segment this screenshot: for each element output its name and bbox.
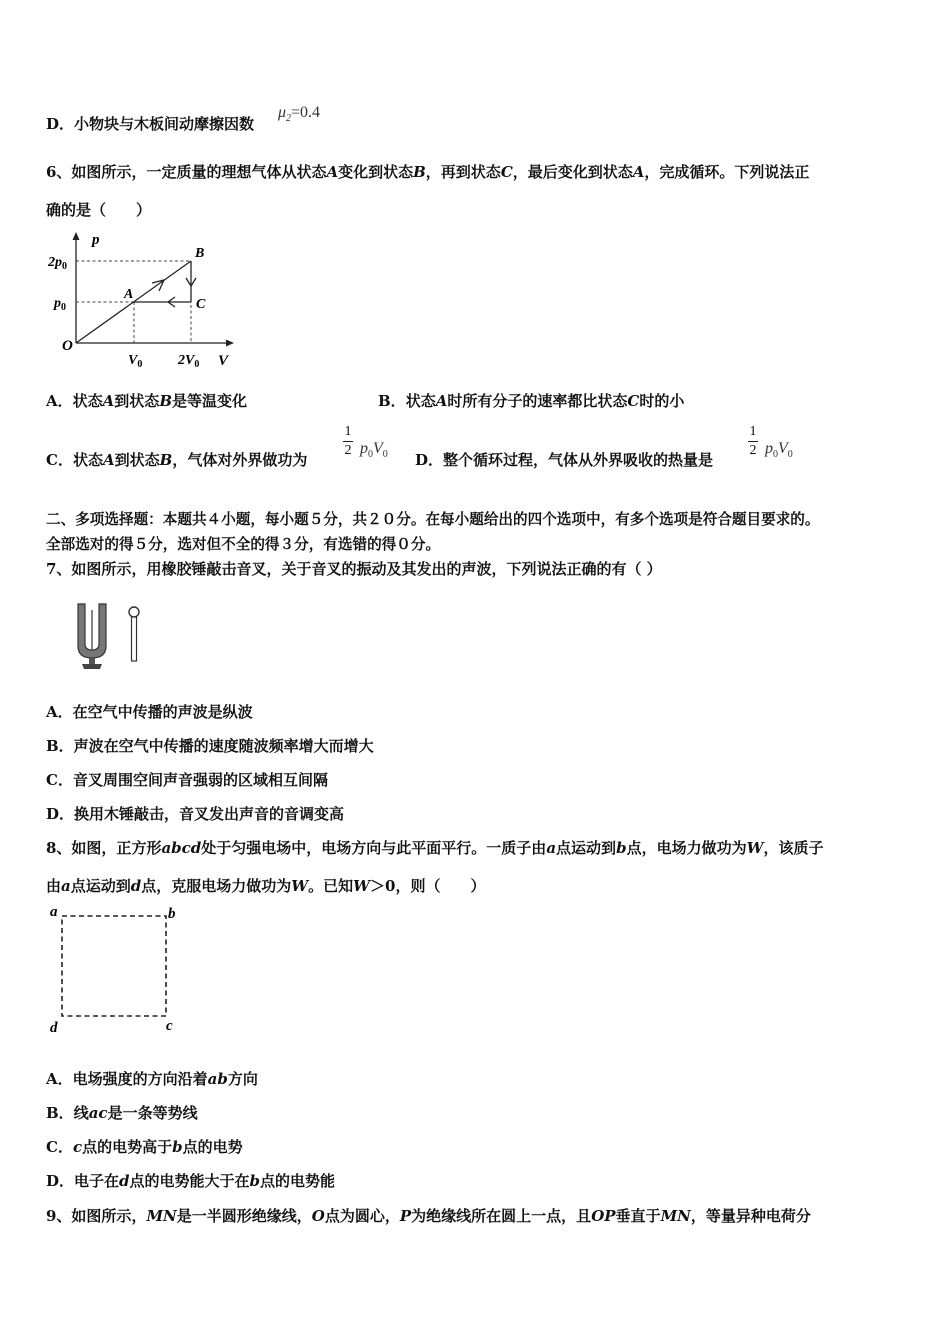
option-text: 小物块与木板间动摩擦因数 bbox=[74, 115, 255, 133]
section2-heading-line2: 全部选对的得５分，选对但不全的得３分，有选错的得０分。 bbox=[46, 536, 441, 553]
sub0: 0 bbox=[382, 449, 388, 461]
text: 点为圆心， bbox=[324, 1207, 400, 1225]
v-symbol: V bbox=[778, 440, 788, 457]
point-c-label: C bbox=[196, 297, 206, 312]
p-axis-arrow-icon bbox=[73, 232, 80, 240]
text: 点的电势能大于在 bbox=[129, 1172, 250, 1190]
v-axis-arrow-icon bbox=[226, 340, 234, 347]
q8-option-a bbox=[46, 1069, 258, 1089]
v-symbol: V bbox=[373, 440, 383, 457]
var-A: A bbox=[435, 392, 448, 410]
text: 状态 bbox=[405, 392, 436, 410]
var-W: W bbox=[353, 877, 371, 895]
denominator: 2 bbox=[749, 443, 757, 458]
section2-heading-line1: 二、多项选择题：本题共４小题，每小题５分，共２０分。在每小题给出的四个选项中，有多个选项是符合题目要求的。 bbox=[46, 511, 820, 528]
var-A: A bbox=[632, 163, 645, 181]
option-label: A． bbox=[46, 1070, 73, 1088]
var-B: B bbox=[159, 392, 172, 410]
tick-p0: $p_0$ bbox=[54, 296, 66, 313]
text: 点，电场力做功为 bbox=[626, 839, 747, 857]
q8-stem-line2 bbox=[46, 876, 485, 896]
tuning-fork-icon bbox=[78, 604, 106, 669]
q7-option-d: D．换用木锤敲击，音叉发出声音的音调变高 bbox=[46, 805, 345, 823]
var-C: C bbox=[627, 392, 640, 410]
var-d: d bbox=[130, 877, 142, 895]
text: 到状态 bbox=[114, 451, 160, 469]
numerator: 1 bbox=[344, 424, 352, 439]
text: 点，克服电场力做功为 bbox=[141, 877, 292, 895]
text: 点运动到 bbox=[556, 839, 617, 857]
tuning-fork-figure bbox=[72, 600, 152, 672]
q6-stem-line1 bbox=[46, 162, 809, 182]
v-label: V bbox=[218, 353, 229, 369]
square-abcd-figure bbox=[46, 902, 186, 1037]
corner-a: a bbox=[50, 904, 58, 920]
var-O: O bbox=[311, 1207, 325, 1225]
mu-subscript: 2 bbox=[286, 113, 292, 125]
q7-stem: 7、如图所示，用橡胶锤敲击音叉，关于音叉的振动及其发出的声波，下列说法正确的有（ ） bbox=[46, 560, 662, 578]
text: 垂直于 bbox=[615, 1207, 661, 1225]
text: 点的电势能 bbox=[260, 1172, 336, 1190]
text: 整个循环过程，气体从外界吸收的热量是 bbox=[443, 451, 714, 469]
q6-stem-line2: 确的是（ ） bbox=[46, 201, 152, 219]
text: 状态 bbox=[72, 392, 103, 410]
q8-stem-line1 bbox=[46, 838, 823, 858]
var-MN: MN bbox=[146, 1207, 177, 1225]
tick-v0: $V_0$ bbox=[128, 353, 143, 370]
text: 线 bbox=[73, 1104, 89, 1122]
text: 为绝缘线所在圆上一点，且 bbox=[411, 1207, 592, 1225]
q7-option-a: A．在空气中传播的声波是纵波 bbox=[46, 703, 253, 721]
sub0: 0 bbox=[368, 449, 373, 461]
q8-option-c bbox=[46, 1137, 243, 1157]
q8-option-b bbox=[46, 1103, 198, 1123]
var-ac: ac bbox=[88, 1104, 108, 1122]
text: 处于匀强电场中，电场方向与此平面平行。一质子由 bbox=[201, 839, 547, 857]
fraction-half-c bbox=[343, 424, 353, 459]
text: 是一条等势线 bbox=[107, 1104, 198, 1122]
option-label: C． bbox=[46, 1138, 73, 1156]
p0v0-c bbox=[360, 440, 388, 460]
point-a-label: A bbox=[124, 287, 134, 302]
sub0: 0 bbox=[773, 449, 778, 461]
p-symbol: p bbox=[360, 440, 368, 457]
q6-option-c bbox=[46, 450, 307, 470]
text: 由 bbox=[46, 877, 62, 895]
q9-stem-line1 bbox=[46, 1206, 811, 1226]
dashed-square bbox=[62, 916, 166, 1016]
sub0: 0 bbox=[787, 449, 793, 461]
denominator: 2 bbox=[344, 443, 352, 458]
var-b: b bbox=[172, 1138, 183, 1156]
corner-d: d bbox=[50, 1020, 58, 1036]
text: 。已知 bbox=[308, 877, 354, 895]
text: ，该质子 bbox=[763, 839, 824, 857]
text: 是一半圆形绝缘线， bbox=[176, 1207, 312, 1225]
option-label: B． bbox=[378, 392, 406, 410]
point-b-label: B bbox=[195, 246, 205, 261]
origin-label: O bbox=[62, 338, 73, 354]
q7-option-c: C．音叉周围空间声音强弱的区域相互间隔 bbox=[46, 771, 328, 789]
var-B: B bbox=[159, 451, 173, 469]
q7-option-b: B．声波在空气中传播的速度随波频率增大而增大 bbox=[46, 737, 374, 755]
var-abcd: abcd bbox=[161, 839, 202, 857]
var-B: B bbox=[413, 163, 426, 181]
text: 点的电势 bbox=[182, 1138, 243, 1156]
text: 电场强度的方向沿着 bbox=[72, 1070, 208, 1088]
mu-value: =0.4 bbox=[291, 104, 321, 121]
var-a: a bbox=[61, 877, 71, 895]
var-b: b bbox=[616, 839, 627, 857]
text: 点运动到 bbox=[70, 877, 131, 895]
numerator: 1 bbox=[749, 424, 757, 439]
q6-option-d bbox=[415, 450, 713, 470]
text: 点的电势高于 bbox=[82, 1138, 173, 1156]
var-W: W bbox=[291, 877, 309, 895]
var-C: C bbox=[500, 163, 513, 181]
var-A: A bbox=[102, 451, 115, 469]
text: ，再到状态 bbox=[425, 163, 501, 181]
mu2-formula bbox=[278, 104, 320, 124]
option-label: D． bbox=[46, 1172, 75, 1190]
option-label: A． bbox=[46, 392, 73, 410]
option-label: D． bbox=[46, 115, 75, 133]
corner-b: b bbox=[168, 906, 176, 922]
var-A: A bbox=[326, 163, 339, 181]
q8-option-d bbox=[46, 1171, 335, 1191]
q6-option-a bbox=[46, 391, 247, 411]
text: 8、如图，正方形 bbox=[46, 839, 162, 857]
p0v0-d bbox=[765, 440, 793, 460]
text: ，最后变化到状态 bbox=[512, 163, 633, 181]
text: 到状态 bbox=[114, 392, 160, 410]
text: 变化到状态 bbox=[338, 163, 414, 181]
var-OP: OP bbox=[591, 1207, 616, 1225]
var-ab: ab bbox=[207, 1070, 228, 1088]
option-label: B． bbox=[46, 1104, 74, 1122]
text: 6、如图所示，一定质量的理想气体从状态 bbox=[46, 163, 327, 181]
var-A: A bbox=[102, 392, 115, 410]
option-label: C． bbox=[46, 451, 73, 469]
var-b: b bbox=[249, 1172, 261, 1190]
text: 状态 bbox=[72, 451, 103, 469]
var-c: c bbox=[72, 1138, 83, 1156]
text: ＞0，则（ ） bbox=[370, 877, 486, 895]
tick-2v0: $2V_0$ bbox=[178, 353, 200, 370]
text: 电子在 bbox=[74, 1172, 120, 1190]
q6-option-b bbox=[378, 391, 684, 411]
pv-graph bbox=[48, 228, 248, 376]
var-a: a bbox=[546, 839, 557, 857]
p-symbol: p bbox=[765, 440, 773, 457]
q5-option-d bbox=[46, 114, 254, 134]
fraction-half-d bbox=[748, 424, 758, 459]
var-MN: MN bbox=[660, 1207, 691, 1225]
option-label: D． bbox=[415, 451, 444, 469]
text: ，完成循环。下列说法正 bbox=[644, 163, 810, 181]
p-label: p bbox=[92, 232, 100, 248]
text: 是等温变化 bbox=[172, 392, 248, 410]
var-W: W bbox=[746, 839, 764, 857]
text: 时所有分子的速率都比状态 bbox=[447, 392, 628, 410]
text: ，气体对外界做功为 bbox=[172, 451, 308, 469]
text: ，等量异种电荷分 bbox=[690, 1207, 811, 1225]
rubber-mallet-icon bbox=[129, 607, 139, 661]
text: 9、如图所示， bbox=[46, 1207, 147, 1225]
var-P: P bbox=[399, 1207, 412, 1225]
var-d: d bbox=[119, 1172, 130, 1190]
text: 时的小 bbox=[639, 392, 685, 410]
tick-2p0: $2p_0$ bbox=[48, 255, 67, 272]
mu-symbol: μ bbox=[278, 104, 287, 121]
text: 方向 bbox=[227, 1070, 258, 1088]
corner-c: c bbox=[166, 1018, 173, 1034]
